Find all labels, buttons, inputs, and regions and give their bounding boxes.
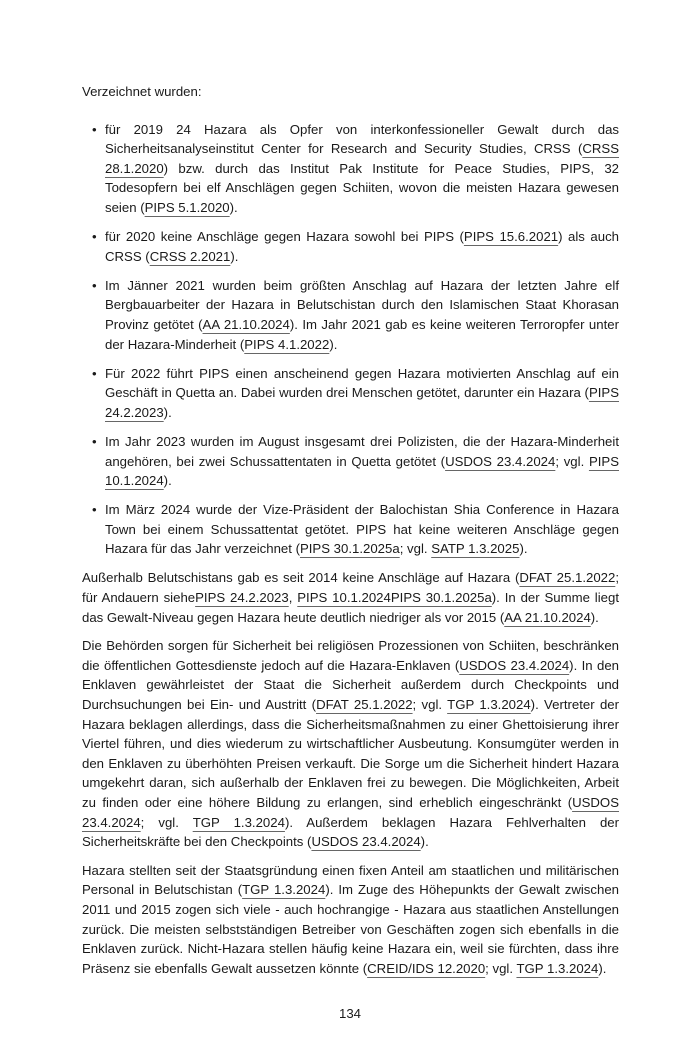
list-item: [82, 276, 619, 354]
text-run: ).: [420, 834, 429, 850]
source-citation-link[interactable]: PIPS 24.2.2023: [105, 385, 619, 420]
bullet-icon: •: [92, 365, 97, 381]
text-run: ).: [229, 199, 238, 215]
text-run: ). Im Zuge des Höhepunkts der Gewalt zwischen 2011 und 2015 zogen sich viele - auch hochrangige - Hazara aus staatlichen Anstellungen zurück. Die meisten selbstständigen Betreiber von Geschäften zogen sich ebenfalls in die Enklaven zurück. Nicht-Hazara stellen häufig keine Hazara ein, weil sie fürchten, dass ihre Präsenz sie ebenfalls Gewalt aussetzen könnte (: [82, 882, 619, 976]
text-run: ) bzw. durch das Institut Pak Institute for Peace Studies, PIPS, 32 Todesopfern bei elf Anschlägen gegen Schiiten, wovon die meisten Hazara gewesen seien (: [105, 160, 619, 215]
text-run: ). Vertreter der Hazara beklagen allerdings, dass die Sicherheitsmaßnahmen zu einer Ghettoisierung ihrer Viertel führen, und dies wiederum zu wirtschaftlicher Ausbeutung. Konsumgüter werden in den Enklaven zu überhöhten Preisen verkauft. Die Sorge um die Sicherheit hindert Hazara umgekehrt daran, sich außerhalb der Enklaven frei zu bewegen. Die Möglichkeiten, Arbeit zu finden oder eine höhere Bildung zu erlangen, sind erheblich eingeschränkt (: [82, 697, 619, 810]
source-citation-link[interactable]: CREID/IDS 12.2020: [367, 960, 486, 976]
text-run: ; vgl.: [485, 960, 517, 976]
source-citation-link[interactable]: USDOS 23.4.2024: [82, 795, 619, 830]
source-citation-link[interactable]: SATP 1.3.2025: [431, 541, 520, 557]
bullet-icon: •: [92, 121, 97, 137]
bullet-icon: •: [92, 277, 97, 293]
source-citation-link[interactable]: PIPS 5.1.2020: [144, 199, 230, 215]
text-run: Im Jahr 2023 wurden im August insgesamt drei Polizisten, die der Hazara-Minderheit angehören, bei zwei Schussattentaten in Quetta getötet (: [105, 433, 619, 469]
text-run: ).: [230, 248, 239, 264]
text-run: ,: [288, 590, 298, 606]
text-run: ).: [519, 541, 528, 557]
body-paragraph: [82, 636, 619, 852]
text-run: ).: [163, 404, 172, 420]
text-run: Verzeichnet wurden:: [82, 84, 202, 99]
text-run: ) als auch CRSS (: [105, 229, 619, 264]
body-paragraph: [82, 568, 619, 627]
source-citation-link[interactable]: AA 21.10.2024: [504, 609, 591, 625]
list-item: [82, 120, 619, 218]
text-run: für 2019 24 Hazara als Opfer von interkonfessioneller Gewalt durch das Sicherheitsanalyseinstitut Center for Research and Security Studies, CRSS (: [105, 121, 619, 157]
source-citation-link[interactable]: AA 21.10.2024: [202, 316, 290, 332]
source-citation-link[interactable]: DFAT 25.1.2022: [316, 697, 413, 713]
intro-paragraph: [82, 82, 619, 102]
source-citation-link[interactable]: PIPS 4.1.2022: [244, 336, 330, 352]
bullet-icon: •: [92, 502, 97, 518]
bullet-icon: •: [92, 433, 97, 449]
text-run: ).: [329, 336, 338, 352]
body-paragraph: [82, 861, 619, 979]
text-run: ).: [590, 609, 599, 625]
page-number: 134: [338, 1006, 361, 1022]
source-citation-link[interactable]: TGP 1.3.2024: [242, 882, 326, 898]
text-run: ; vgl.: [399, 541, 432, 557]
text-run: Im März 2024 wurde der Vize-Präsident der Balochistan Shia Conference in Hazara Town bei einem Schussattentat getötet. PIPS hat keine weiteren Anschläge gegen Hazara für das Jahr verzeichnet (: [105, 502, 619, 557]
source-citation-link[interactable]: USDOS 23.4.2024: [311, 834, 421, 850]
text-run: Hazara stellten seit der Staatsgründung einen fixen Anteil am staatlichen und militärischen Personal in Belutschistan (: [82, 862, 619, 898]
text-run: ; vgl.: [555, 453, 589, 469]
source-citation-link[interactable]: PIPS 10.1.2024: [105, 453, 619, 489]
source-citation-link[interactable]: TGP 1.3.2024: [192, 814, 285, 830]
source-citation-link[interactable]: DFAT 25.1.2022: [519, 570, 616, 586]
text-run: ; für Andauern siehe: [82, 570, 619, 606]
text-run: Für 2022 führt PIPS einen anscheinend gegen Hazara motivierten Anschlag auf ein Geschäft in Quetta an. Dabei wurden drei Menschen getötet, darunter ein Hazara (: [105, 365, 619, 401]
text-run: ). Im Jahr 2021 gab es keine weiteren Terroropfer unter der Hazara-Minderheit (: [105, 316, 619, 352]
source-citation-link[interactable]: PIPS 30.1.2025a: [299, 541, 400, 557]
incident-list: [82, 120, 619, 559]
source-citation-link[interactable]: CRSS 2.2021: [149, 248, 231, 264]
text-run: ).: [598, 960, 607, 976]
list-item: [82, 364, 619, 423]
source-citation-link[interactable]: TGP 1.3.2024: [447, 697, 531, 713]
text-run: ; vgl.: [412, 697, 448, 713]
list-item: [82, 227, 619, 266]
source-citation-link[interactable]: CRSS 28.1.2020: [105, 141, 619, 176]
text-run: ). In der Summe liegt das Gewalt-Niveau gegen Hazara heute deutlich niedriger als vor 2015 (: [82, 590, 619, 625]
text-run: ). In den Enklaven gewährleistet der Staat die Sicherheit außerdem durch Checkpoints und Durchsuchungen bei Ein- und Austritt (: [82, 657, 619, 713]
bullet-icon: •: [92, 229, 97, 245]
list-item: [82, 432, 619, 491]
text-run: für 2020 keine Anschläge gegen Hazara sowohl bei PIPS (: [105, 229, 464, 245]
text-run: ; vgl.: [140, 814, 193, 830]
source-citation-link[interactable]: TGP 1.3.2024: [516, 960, 599, 976]
source-citation-link[interactable]: PIPS 24.2.2023: [195, 590, 289, 606]
document-body: [82, 0, 619, 978]
source-citation-link[interactable]: USDOS 23.4.2024: [445, 453, 556, 469]
source-citation-link[interactable]: USDOS 23.4.2024: [459, 657, 570, 673]
text-run: ). Außerdem beklagen Hazara Fehlverhalten der Sicherheitskräfte bei den Checkpoints (: [82, 814, 620, 850]
text-run: ).: [163, 473, 172, 489]
text-run: Im Jänner 2021 wurden beim größten Anschlag auf Hazara der letzten Jahre elf Bergbauarbeiter der Hazara in Belutschistan durch den Islamischen Staat Khorasan Provinz getötet (: [105, 277, 619, 332]
source-citation-link[interactable]: PIPS 10.1.2024PIPS 30.1.2025a: [297, 590, 492, 606]
source-citation-link[interactable]: PIPS 15.6.2021: [463, 229, 559, 245]
body-paragraphs: [82, 568, 619, 978]
text-run: Außerhalb Belutschistans gab es seit 2014 keine Anschläge auf Hazara (: [82, 570, 520, 586]
text-run: Die Behörden sorgen für Sicherheit bei religiösen Prozessionen von Schiiten, beschränken die öffentlichen Gottesdienste jedoch auf die Hazara-Enklaven (: [82, 638, 619, 673]
list-item: [82, 500, 619, 559]
